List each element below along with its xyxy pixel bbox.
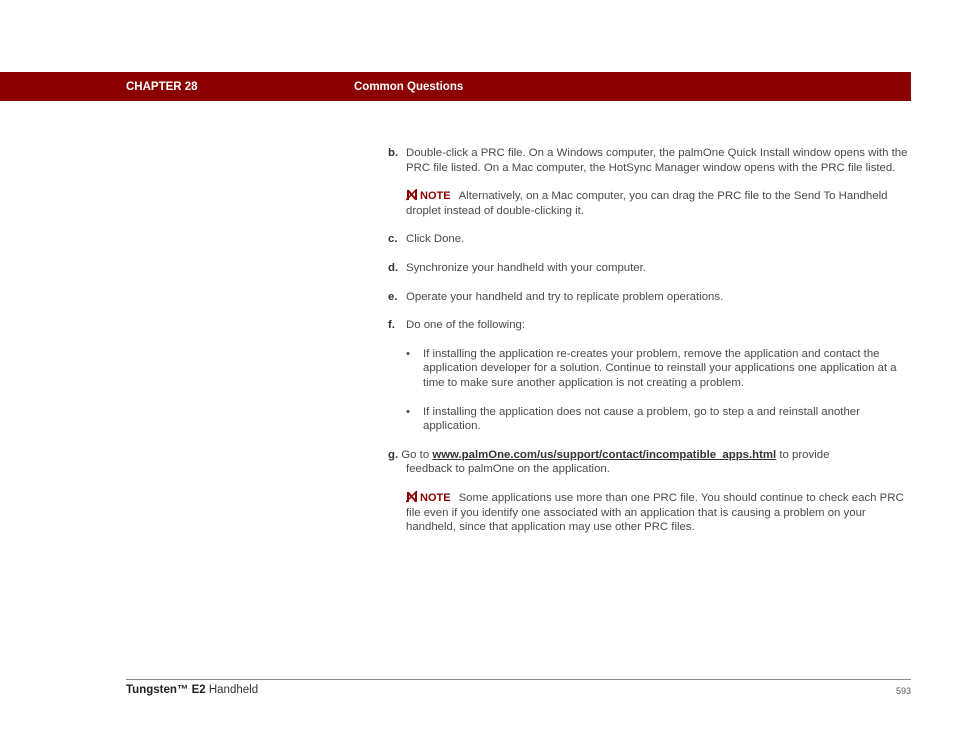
step-d	[388, 261, 910, 276]
note-icon	[406, 189, 418, 201]
note-text: Some applications use more than one PRC file. You should continue to check each PRC file even if you identify one associated with an application that is causing a problem on your handheld, since that application may use other PRC files.	[406, 491, 904, 534]
chapter-title: Common Questions	[354, 81, 464, 93]
list-item	[406, 405, 910, 434]
note-icon	[406, 491, 418, 503]
note-1	[388, 189, 910, 218]
step-letter: f.	[388, 319, 395, 332]
page-number: 593	[895, 686, 911, 696]
bullet-text: If installing the application re-creates your problem, remove the application and contact the application developer for a solution. Continue to reinstall your applications one application at a time to make sure another application is not creating a problem.	[423, 347, 897, 389]
step-suffix: to provide	[779, 448, 830, 461]
step-letter: b.	[388, 147, 399, 159]
step-text: Click Done.	[406, 233, 465, 246]
footer-divider	[126, 679, 911, 680]
list-item	[406, 347, 910, 391]
incompatible-apps-link[interactable]: www.palmOne.com/us/support/contact/incompatible_apps.html	[432, 448, 777, 461]
step-letter: e.	[388, 290, 398, 303]
product-type: Handheld	[208, 684, 259, 696]
chapter-header-bar	[0, 72, 911, 101]
step-text-continued: feedback to palmOne on the application.	[406, 463, 610, 476]
step-prefix: Go to	[401, 448, 430, 461]
note-2	[388, 491, 910, 535]
step-letter: c.	[388, 233, 398, 246]
bullet-mark: •	[406, 405, 410, 418]
note-text: Alternatively, on a Mac computer, you can drag the PRC file to the Send To Handheld droplet instead of double-clicking it.	[406, 190, 888, 217]
page-content	[388, 146, 910, 549]
step-e	[388, 290, 910, 305]
step-letter: g.	[388, 448, 399, 461]
step-g	[388, 448, 910, 477]
step-text: Operate your handheld and try to replicate problem operations.	[406, 290, 724, 303]
chapter-number: CHAPTER 28	[126, 81, 198, 93]
step-text: Double-click a PRC file. On a Windows computer, the palmOne Quick Install window opens with the PRC file listed. On a Mac computer, the HotSync Manager window opens with the PRC file listed.	[406, 147, 908, 174]
bullet-list	[388, 347, 910, 434]
note-label: NOTE	[406, 189, 451, 204]
step-b	[388, 146, 910, 175]
step-text: Synchronize your handheld with your computer.	[406, 261, 646, 274]
step-letter: d.	[388, 261, 399, 274]
step-text: Do one of the following:	[406, 319, 526, 332]
footer-product	[126, 684, 258, 696]
product-name: Tungsten™ E2	[126, 684, 206, 696]
bullet-text: If installing the application does not cause a problem, go to step a and reinstall another application.	[423, 405, 860, 433]
note-label: NOTE	[406, 491, 451, 506]
step-f	[388, 318, 910, 333]
step-c	[388, 232, 910, 247]
bullet-mark: •	[406, 347, 410, 360]
